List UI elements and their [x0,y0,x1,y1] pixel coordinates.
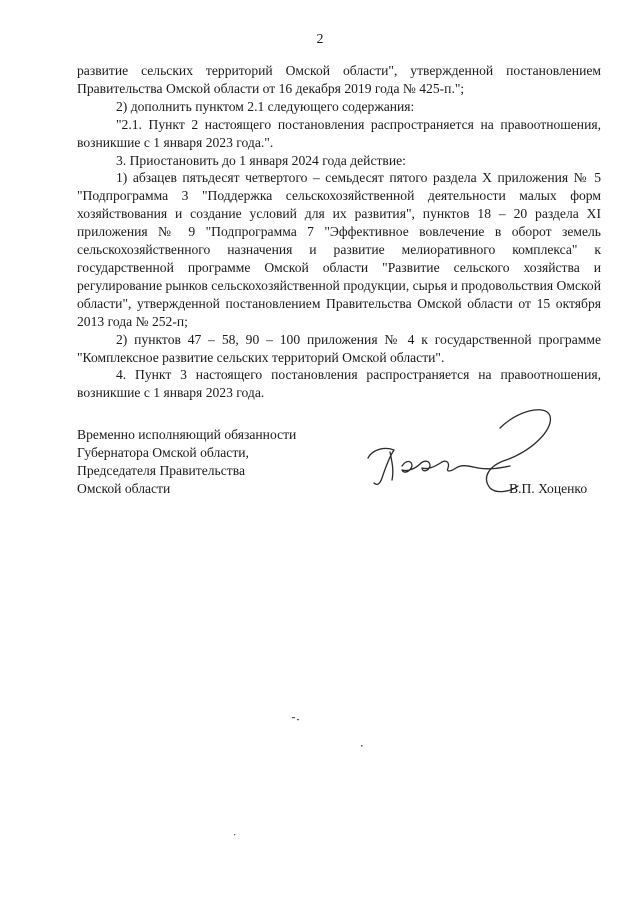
signatory-name: В.П. Хоценко [509,481,588,496]
paragraph-section-3-item-2: 2) пунктов 47 – 58, 90 – 100 приложения № 4 к государственной программе "Комплексное развитие сельских территорий Омской области". [77,331,601,365]
document-body [77,62,601,402]
signatory-title-line: Омской области [77,480,171,496]
paragraph-continuation: развитие сельских территорий Омской области", утвержденной постановлением Правительства Омской области от 16 декабря 2019 года № 425-п."; [77,63,601,96]
signatory-title-line: Временно исполняющий обязанности [77,427,297,442]
paragraph-section-4: 4. Пункт 3 настоящего постановления распространяется на правоотношения, возникшие с 1 января 2023 года. [77,367,601,401]
signatory-title-line: Председателя Правительства [77,462,245,478]
paragraph-section-3: 3. Приостановить до 1 января 2024 года действие: [116,152,406,168]
signatory-title [77,426,377,498]
signatory-title-line: Губернатора Омской области, [77,444,249,460]
paragraph-section-3-item-1: 1) абзацев пятьдесят четвертого – семьдесят пятого раздела X приложения № 5 "Подпрограмма 3 "Поддержка сельскохозяйственной деятельности малых форм хозяйствования и создание условий для их развития", пунктов 18 – 20 раздела XI приложения № 9 "Подпрограмма 7 "Эффективное вовлечение в оборот земель сельскохозяйственного назначения и развитие мелиоративного комплекса" к государственной программе Омской области "Развитие сельского хозяйства и регулирование рынков сельскохозяйственной продукции, сырья и продовольствия Омской области", утвержденной постановлением Правительства Омской области от 15 октября 2013 года № 252-п; [77,170,601,329]
paragraph-new-clause-2-1: "2.1. Пункт 2 настоящего постановления распространяется на правоотношения, возникшие с 1 января 2023 года.". [77,116,601,150]
paragraph-amendment-item-2: 2) дополнить пунктом 2.1 следующего содержания: [116,98,415,114]
page-number: 2 [316,32,324,47]
